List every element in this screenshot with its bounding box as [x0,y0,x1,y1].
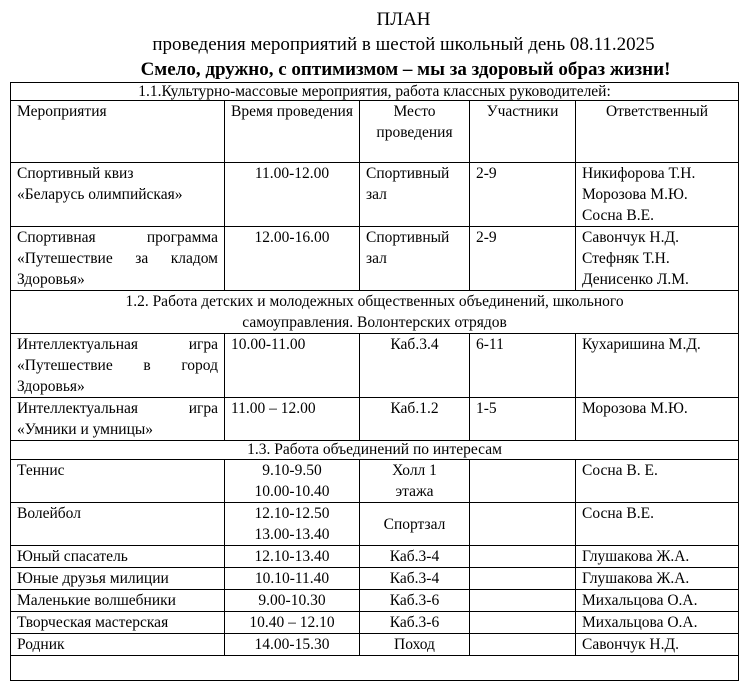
responsible-cell [576,163,739,227]
event-line: Здоровья» [17,378,85,395]
participants-cell: 2-9 [470,163,576,227]
time-cell: 14.00-15.30 [225,634,360,656]
doc-subtitle: проведения мероприятий в шестой школьный день 08.11.2025 [152,34,655,55]
event-cell: Родник [11,634,225,656]
section-3-title-row [11,441,739,460]
event-cell: Творческая мастерская [11,612,225,634]
participants-cell [470,503,576,546]
event-cell: Юные друзья милиции [11,568,225,590]
col-header-time: Время проведения [225,101,360,163]
empty-row [11,656,739,681]
event-cell [11,398,225,441]
responsible-cell: Глушакова Ж.А. [576,568,739,590]
time-cell [225,503,360,546]
time-line: 13.00-13.40 [254,526,330,543]
time-cell: 10.00-11.00 [225,334,360,398]
place-line: этажа [395,483,434,500]
section-2-title-row [11,291,739,334]
section-1-title: 1.1.Культурно-массовые мероприятия, работа классных руководителей: [11,83,739,101]
event-line: Спортивный квиз [17,165,134,182]
event-line: Спортивная программа [17,229,218,246]
time-cell: 10.10-11.40 [225,568,360,590]
place-line: зал [366,250,387,267]
table-header-row [11,101,739,163]
responsible-cell [576,227,739,291]
event-line: «Умники и умницы» [17,421,154,438]
table-row [11,227,739,291]
responsible-cell: Савончук Н.Д. [576,634,739,656]
participants-cell [470,568,576,590]
place-line: Холл 1 [392,462,437,479]
participants-cell [470,634,576,656]
event-cell: Юный спасатель [11,546,225,568]
plan-table [10,82,739,681]
time-cell: 12.00-16.00 [225,227,360,291]
time-line: 9.10-9.50 [262,462,322,479]
participants-cell [470,546,576,568]
table-row [11,590,739,612]
participants-cell: 2-9 [470,227,576,291]
time-cell: 12.10-13.40 [225,546,360,568]
section-3-title: 1.3. Работа объединений по интересам [11,441,739,460]
section-2-title [11,291,739,334]
time-cell [225,460,360,503]
event-line: «Путешествие за кладом [17,250,218,267]
section-2-title-line: самоуправления. Волонтерских отрядов [242,314,507,331]
place-cell: Спортзал [360,503,470,546]
responsible-cell: Михальцова О.А. [576,612,739,634]
responsible-line: Морозова М.Ю. [582,186,688,203]
event-line: «Беларусь олимпийская» [17,186,183,203]
section-1-title-row [11,83,739,101]
responsible-cell: Сосна В. Е. [576,460,739,503]
participants-cell [470,612,576,634]
responsible-cell: Михальцова О.А. [576,590,739,612]
responsible-cell: Кухаришина М.Д. [576,334,739,398]
participants-cell [470,590,576,612]
place-cell: Поход [360,634,470,656]
table-row [11,612,739,634]
table-row [11,163,739,227]
event-line: Интеллектуальная игра [17,400,218,417]
col-header-event: Мероприятия [11,101,225,163]
responsible-line: Никифорова Т.Н. [582,165,696,182]
col-header-place: Место проведения [360,101,470,163]
doc-motto: Смело, дружно, с оптимизмом – мы за здоровый образ жизни! [140,59,671,80]
event-cell [11,227,225,291]
event-cell: Теннис [11,460,225,503]
doc-title: ПЛАН [376,9,431,30]
participants-cell [470,460,576,503]
place-cell: Каб.3.4 [360,334,470,398]
col-header-responsible: Ответственный [576,101,739,163]
responsible-cell: Морозова М.Ю. [576,398,739,441]
responsible-line: Денисенко Л.М. [582,271,689,288]
table-row [11,568,739,590]
event-line: «Путешествие в город [17,357,218,374]
responsible-line: Савончук Н.Д. [582,229,679,246]
time-cell: 11.00 – 12.00 [225,398,360,441]
place-cell [360,460,470,503]
time-line: 10.00-10.40 [254,483,330,500]
time-cell: 9.00-10.30 [225,590,360,612]
event-line: Здоровья» [17,271,85,288]
table-row [11,503,739,546]
event-cell [11,163,225,227]
place-cell [360,163,470,227]
time-cell: 11.00-12.00 [225,163,360,227]
event-cell: Волейбол [11,503,225,546]
place-line: Спортивный [366,165,450,182]
responsible-cell: Глушакова Ж.А. [576,546,739,568]
place-cell: Каб.3-4 [360,546,470,568]
responsible-cell: Сосна В.Е. [576,503,739,546]
place-cell: Каб.1.2 [360,398,470,441]
event-cell: Маленькие волшебники [11,590,225,612]
table-row [11,634,739,656]
empty-cell [11,656,739,681]
place-cell: Каб.3-4 [360,568,470,590]
place-cell: Каб.3-6 [360,590,470,612]
place-cell [360,227,470,291]
place-cell: Каб.3-6 [360,612,470,634]
event-line: Интеллектуальная игра [17,336,218,353]
table-row [11,460,739,503]
participants-cell: 6-11 [470,334,576,398]
place-line: зал [366,186,387,203]
place-line: Спортивный [366,229,450,246]
table-row [11,398,739,441]
participants-cell: 1-5 [470,398,576,441]
time-line: 12.10-12.50 [254,505,330,522]
col-header-participants: Участники [470,101,576,163]
time-cell: 10.40 – 12.10 [225,612,360,634]
event-cell [11,334,225,398]
section-2-title-line: 1.2. Работа детских и молодежных общественных объединений, школьного [125,293,624,310]
table-row [11,334,739,398]
responsible-line: Сосна В.Е. [582,207,654,224]
responsible-line: Стефняк Т.Н. [582,250,670,267]
table-row [11,546,739,568]
